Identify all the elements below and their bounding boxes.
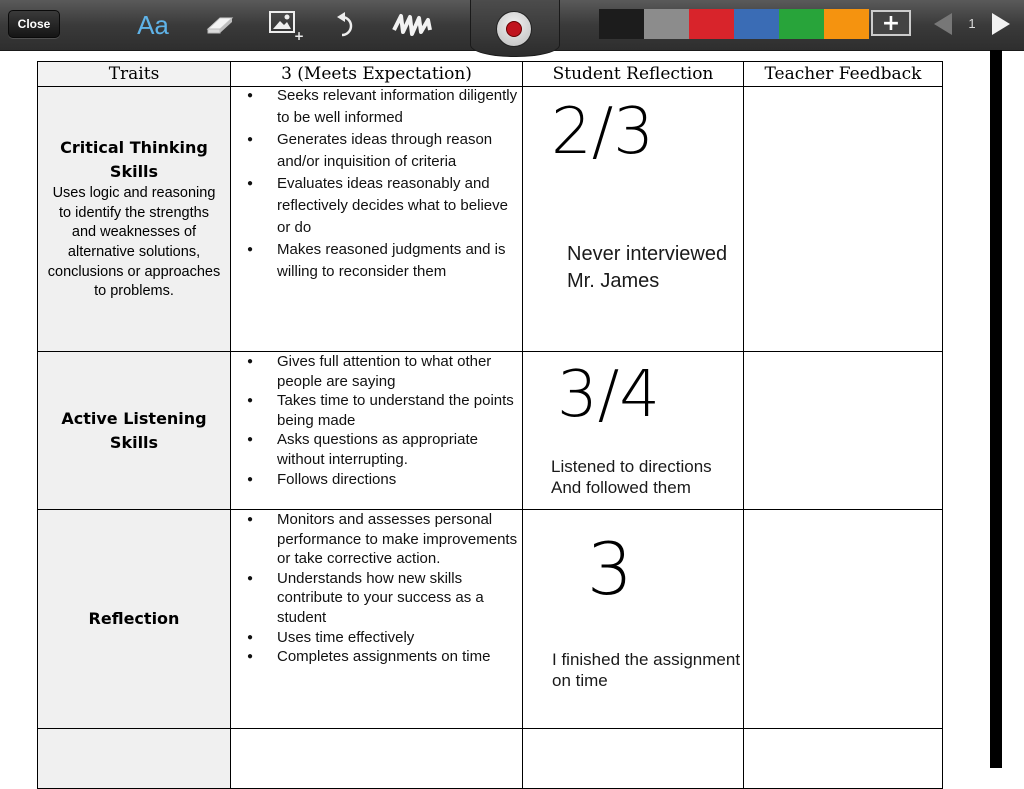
handwritten-score-text: 3/4 [557,358,660,432]
criteria-list [231,352,522,489]
table-row [38,729,943,789]
record-button[interactable] [496,11,532,47]
criteria-item: ● Follows directions [277,470,522,490]
insert-image-icon[interactable] [267,8,303,42]
page-number: 1 [968,16,976,31]
criteria-item: ● Evaluates ideas reasonably and reflectively decides what to believe or do [277,173,522,239]
student-reflection-cell[interactable] [523,510,744,729]
undo-icon[interactable] [332,8,362,42]
color-swatch-blue[interactable] [734,9,779,39]
criteria-item: ● Generates ideas through reason and/or inquisition of criteria [277,129,522,173]
student-reflection-cell[interactable] [523,352,744,510]
student-reflection-cell[interactable] [523,729,744,789]
criteria-cell [231,87,523,352]
student-comment-line: And followed them [551,478,691,497]
trait-cell [38,729,231,789]
trait-description: Uses logic and reasoning to identify the strengths and weaknesses of alternative solutions, conclusions or approaches to problems. [47,185,221,300]
student-comment-line: Never interviewed [567,243,728,265]
handwritten-score-text: 3 [587,527,633,611]
color-palette [599,9,911,39]
criteria-item: ● Completes assignments on time [277,647,522,667]
svg-text:+: + [294,29,305,43]
criteria-item: ● Understands how new skills contribute to your success as a student [277,569,522,628]
scrollbar[interactable] [990,50,1002,768]
close-button[interactable]: Close [8,10,60,38]
header-traits: Traits [38,62,231,87]
clear-scribble-icon[interactable] [390,8,434,42]
student-comment-line: Listened to directions [551,457,712,476]
record-dot-icon [506,21,522,37]
criteria-item: ● Takes time to understand the points being made [277,391,522,430]
color-swatch-green[interactable] [779,9,824,39]
teacher-feedback-cell[interactable] [744,510,943,729]
header-teacher-feedback: Teacher Feedback [744,62,943,87]
teacher-feedback-cell[interactable] [744,729,943,789]
color-swatch-orange[interactable] [824,9,869,39]
trait-title: Active Listening Skills [61,408,207,452]
criteria-cell [231,510,523,729]
trait-cell [38,352,231,510]
add-color-button[interactable]: + [871,10,911,36]
handwritten-score-text: 2/3 [551,95,654,169]
trait-cell [38,510,231,729]
criteria-cell [231,729,523,789]
teacher-feedback-cell[interactable] [744,352,943,510]
table-header-row [38,62,943,87]
toolbar [0,0,1024,51]
teacher-feedback-cell[interactable] [744,87,943,352]
color-swatch-gray[interactable] [644,9,689,39]
table-row [38,510,943,729]
handwritten-score [551,91,711,169]
criteria-item: ● Makes reasoned judgments and is willing to reconsider them [277,239,522,283]
criteria-item: ● Asks questions as appropriate without interrupting. [277,430,522,469]
previous-page-icon[interactable] [934,13,952,35]
criteria-item: ● Seeks relevant information diligently to be well informed [277,85,522,129]
student-reflection-cell[interactable] [523,87,744,352]
header-student-reflection: Student Reflection [523,62,744,87]
table-row [38,87,943,352]
handwritten-score [587,524,667,611]
rubric-table [37,61,943,789]
criteria-item: ● Gives full attention to what other people are saying [277,352,522,391]
student-comment-line: on time [552,671,608,690]
table-row [38,352,943,510]
student-comment-line: I finished the assignment [552,650,741,669]
trait-title: Reflection [88,609,180,628]
student-comment-line: Mr. James [567,270,660,292]
handwritten-score [557,354,717,432]
criteria-item: ● Monitors and assesses personal performance to make improvements or take corrective action. [277,510,522,569]
color-swatch-black[interactable] [599,9,644,39]
criteria-list [231,85,522,283]
text-tool-button[interactable]: Aa [137,9,169,40]
color-swatch-red[interactable] [689,9,734,39]
trait-title: Critical Thinking Skills [60,138,208,182]
criteria-item: ● Uses time effectively [277,628,522,648]
next-page-icon[interactable] [992,13,1010,35]
eraser-icon[interactable] [203,8,237,42]
trait-cell [38,87,231,352]
criteria-cell [231,352,523,510]
criteria-list [231,510,522,667]
header-meets-expectation: 3 (Meets Expectation) [231,62,523,87]
